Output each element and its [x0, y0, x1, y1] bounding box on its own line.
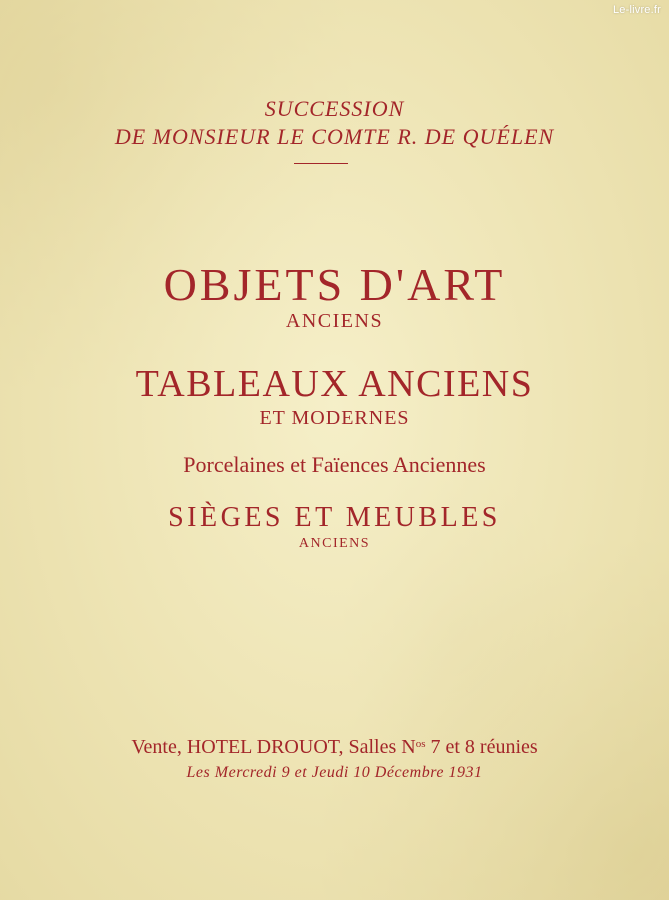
title-objets-dart: OBJETS D'ART	[163, 259, 506, 310]
sale-venue-prefix: Vente, HOTEL DROUOT, Salles N	[131, 736, 416, 758]
succession-heading: SUCCESSION	[264, 96, 405, 121]
subtitle-anciens: ANCIENS	[285, 310, 384, 332]
title-tableaux-anciens: TABLEAUX ANCIENS	[135, 363, 534, 405]
title-sieges-meubles: SIÈGES ET MEUBLES	[168, 502, 501, 533]
sale-dates: Les Mercredi 9 et Jeudi 10 Décembre 1931	[186, 764, 483, 781]
sale-venue	[0, 736, 669, 759]
sale-venue-suffix: 7 et 8 réunies	[425, 736, 538, 758]
sale-venue-superscript: os	[415, 738, 426, 750]
owner-name: DE MONSIEUR LE COMTE R. DE QUÉLEN	[114, 124, 555, 149]
subtitle-et-modernes: ET MODERNES	[259, 407, 410, 429]
title-porcelaines: Porcelaines et Faïences Anciennes	[183, 452, 486, 477]
watermark-logo: Le-livre.fr	[612, 4, 661, 16]
divider-rule	[294, 163, 348, 164]
subtitle-anciens-2: ANCIENS	[298, 536, 371, 551]
